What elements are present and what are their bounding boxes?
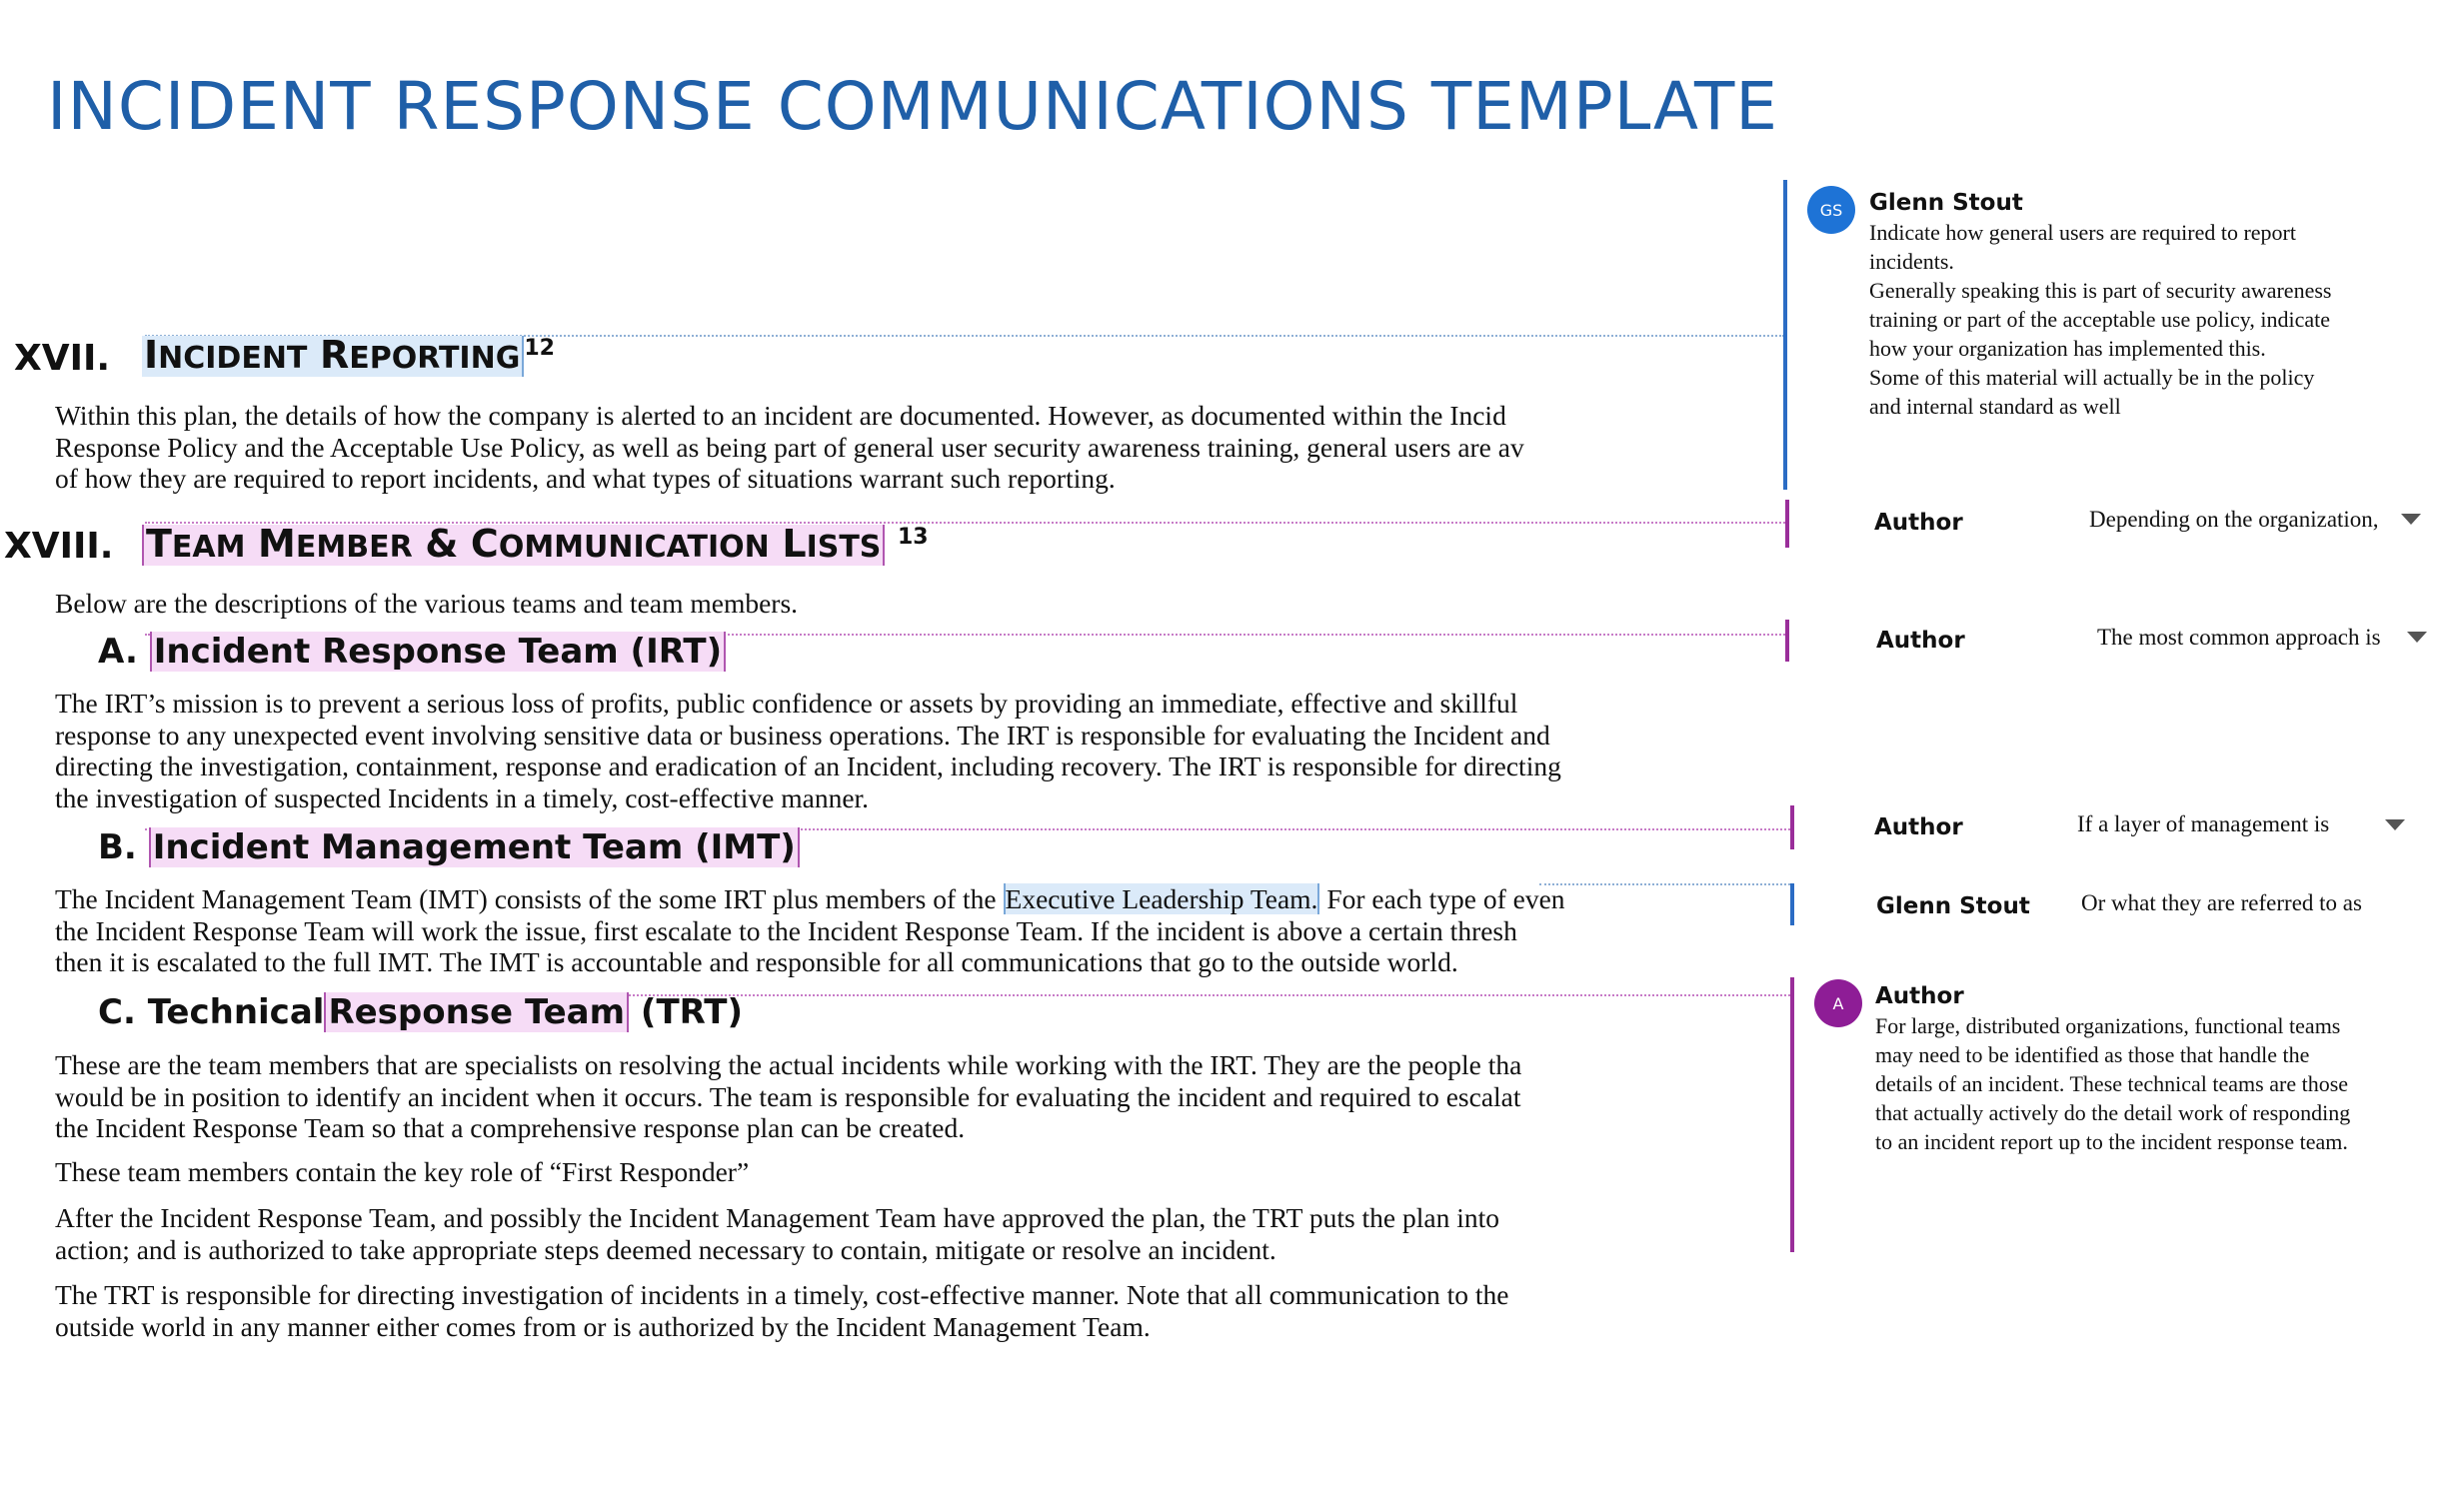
comment-highlight[interactable]: Incident Management Team (IMT) — [149, 827, 800, 867]
document-title: INCIDENT RESPONSE COMMUNICATIONS TEMPLATE — [47, 68, 1778, 145]
avatar: GS — [1807, 186, 1855, 234]
paragraph: After the Incident Response Team, and possibly the Incident Management Team have approved the plan, the TRT puts the plan into action; and is authorized to take appropriate steps deemed necessary to contain, mitigate or resolve an incident. — [55, 1202, 1500, 1265]
paragraph: Within this plan, the details of how the company is alerted to an incident are documented. However, as documented within the Incid Response Policy and the Acceptable Use Policy, as well as being part of general user security awareness training, general users are av of how they are required to report incidents, and what types of situations warrant such reporting. — [55, 400, 1524, 494]
comment-author: Author — [1874, 814, 1963, 840]
comment-preview: Depending on the organization, — [2089, 507, 2379, 532]
section-number: XVIII. — [4, 526, 114, 567]
subsection-heading-trt: C. Technical Response Team (TRT) — [98, 992, 744, 1032]
section-number: XVII. — [14, 338, 111, 379]
comment-connector — [1783, 180, 1787, 490]
comment-highlight[interactable]: Executive Leadership Team. — [1005, 883, 1318, 914]
comment-highlight[interactable]: Incident Response Team (IRT) — [150, 632, 726, 672]
comment-author: Author — [1875, 983, 1964, 1009]
comment-author: Glenn Stout — [1876, 893, 2030, 919]
comment-text: Indicate how general users are required to report incidents. Generally speaking this is part of security awareness training or part of the acceptable use policy, indicate how your organization has implemented this. Some of this material will actually be in the policy and internal standard as well — [1869, 220, 2332, 419]
comment-highlight[interactable]: INCIDENT REPORTING — [142, 336, 524, 377]
footnote-ref[interactable]: 13 — [897, 525, 929, 550]
section-heading-team-member-lists — [142, 522, 929, 566]
footnote-ref[interactable]: 12 — [524, 336, 555, 361]
paragraph: These are the team members that are specialists on resolving the actual incidents while working with the IRT. They are the people tha would be in position to identify an incident when it occurs. The team is responsible for evaluating the incident and required to escalat the Incident Response Team so that a comprehensive response plan can be created. — [55, 1049, 1522, 1143]
comment-author: Author — [1874, 510, 1963, 536]
comment-highlight[interactable]: TEAM MEMBER & COMMUNICATION LISTS — [142, 525, 885, 566]
comment-preview: Or what they are referred to as — [2081, 890, 2362, 915]
comment-preview: The most common approach is — [2097, 625, 2381, 650]
comment-author: Author — [1876, 628, 1965, 654]
comment-highlight[interactable]: Response Team — [324, 992, 629, 1032]
comments-pane — [1789, 0, 2464, 1499]
subsection-heading-irt: A. Incident Response Team (IRT) — [98, 632, 726, 672]
paragraph: The Incident Management Team (IMT) consists of the some IRT plus members of the Executive Leadership Team. For each type of even the Incident Response Team will work the issue, first escalate to the Incident Response Team. If the incident is above a certain thresh then it is escalated to the full IMT. The IMT is accountable and responsible for all communications that go to the outside world. — [55, 883, 1565, 977]
comment-author: Glenn Stout — [1869, 190, 2023, 216]
comment-preview: If a layer of management is — [2077, 811, 2330, 836]
chevron-down-icon[interactable] — [2401, 514, 2421, 525]
paragraph: The TRT is responsible for directing investigation of incidents in a timely, cost-effective manner. Note that all communication to the outside world in any manner either comes from or is authorized by the Incident Management Team. — [55, 1279, 1509, 1342]
section-heading-incident-reporting — [142, 333, 555, 377]
chevron-down-icon[interactable] — [2407, 632, 2427, 643]
paragraph: Below are the descriptions of the various teams and team members. — [55, 588, 799, 619]
subsection-heading-imt: B. Incident Management Team (IMT) — [98, 827, 800, 867]
chevron-down-icon[interactable] — [2385, 819, 2405, 830]
comment-anchor-line — [1539, 883, 1794, 885]
paragraph: The IRT’s mission is to prevent a serious loss of profits, public confidence or assets by providing an immediate, effective and skillful response to any unexpected event involving sensitive data or business operations. The IRT is responsible for evaluating the Incident and directing the investigation, containment, response and eradication of an Incident, including recovery. The IRT is responsible for directing the investigation of suspected Incidents in a timely, cost-effective manner. — [55, 688, 1561, 813]
comment-text: For large, distributed organizations, functional teams may need to be identified as those that handle the details of an incident. These technical teams are those that actually actively do the detail work of responding to an incident report up to the incident response team. — [1875, 1013, 2351, 1154]
avatar: A — [1814, 979, 1862, 1027]
paragraph: These team members contain the key role of “First Responder” — [55, 1156, 750, 1187]
